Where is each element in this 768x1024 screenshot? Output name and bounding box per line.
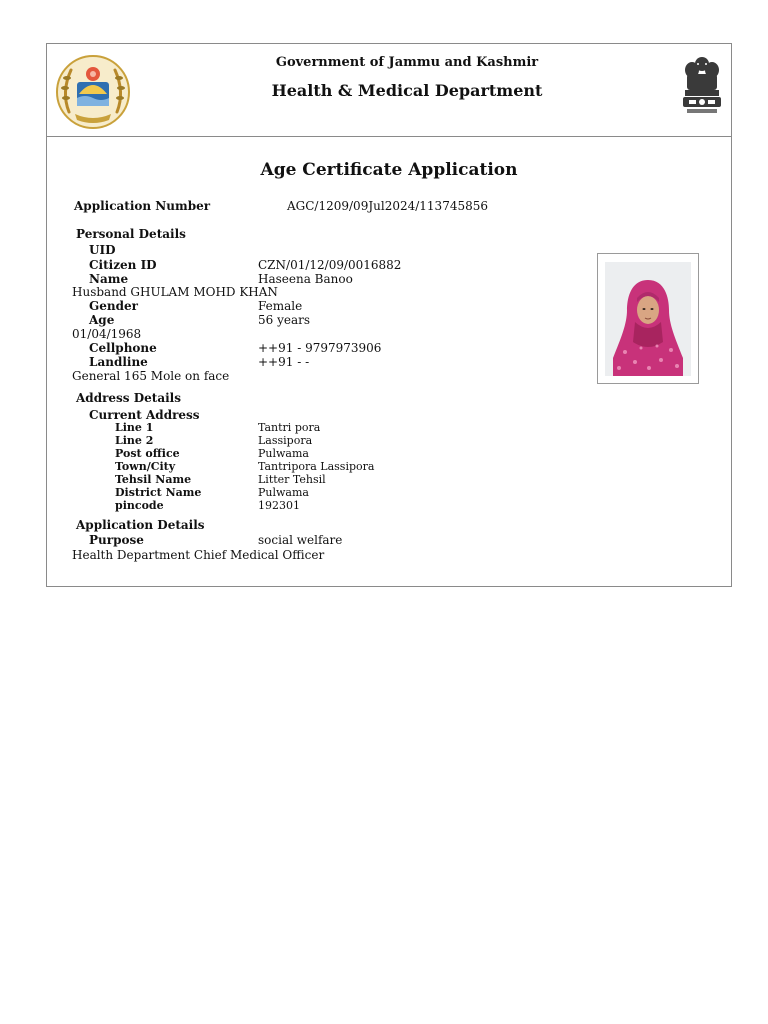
purpose-value: social welfare xyxy=(258,533,343,547)
address-details-heading: Address Details xyxy=(76,391,181,405)
landline-label: Landline xyxy=(89,355,148,369)
district-value: Pulwama xyxy=(258,486,309,499)
personal-details-heading: Personal Details xyxy=(76,227,186,241)
citizen-id-value: CZN/01/12/09/0016882 xyxy=(258,258,402,272)
applicant-photo-frame xyxy=(597,253,699,384)
application-details-heading: Application Details xyxy=(76,518,205,532)
applicant-photo xyxy=(605,262,691,376)
husband-line: Husband GHULAM MOHD KHAN xyxy=(72,285,278,299)
age-label: Age xyxy=(89,313,115,327)
address-line2-value: Lassipora xyxy=(258,434,313,447)
district-label: District Name xyxy=(115,486,202,499)
pincode-value: 192301 xyxy=(258,499,300,512)
application-number-value: AGC/1209/09Jul2024/113745856 xyxy=(287,199,488,213)
application-number-label: Application Number xyxy=(74,199,211,213)
address-line1-label: Line 1 xyxy=(115,421,154,434)
name-label: Name xyxy=(89,272,129,286)
issuing-office-line: Health Department Chief Medical Officer xyxy=(72,548,325,562)
purpose-label: Purpose xyxy=(89,533,144,547)
date-of-birth: 01/04/1968 xyxy=(72,327,142,341)
post-office-label: Post office xyxy=(115,447,180,460)
government-header xyxy=(47,55,731,101)
cellphone-label: Cellphone xyxy=(89,341,157,355)
current-address-subheading: Current Address xyxy=(89,408,200,422)
ashoka-emblem-icon xyxy=(681,54,723,116)
address-line2-label: Line 2 xyxy=(115,434,154,447)
certificate-frame xyxy=(46,43,732,587)
gender-value: Female xyxy=(258,299,303,313)
applicant-portrait-icon xyxy=(605,262,691,376)
post-office-value: Pulwama xyxy=(258,447,309,460)
gender-label: Gender xyxy=(89,299,138,313)
name-value: Haseena Banoo xyxy=(258,272,353,286)
document-title: Age Certificate Application xyxy=(260,160,518,180)
town-city-value: Tantripora Lassipora xyxy=(258,460,375,473)
header-divider xyxy=(47,136,731,137)
cellphone-value: ++91 - 9797973906 xyxy=(258,341,382,355)
identification-mark: General 165 Mole on face xyxy=(72,369,230,383)
uid-label: UID xyxy=(89,243,116,257)
tehsil-label: Tehsil Name xyxy=(115,473,192,486)
department-name: Health & Medical Department xyxy=(271,81,543,100)
age-value: 56 years xyxy=(258,313,311,327)
pincode-label: pincode xyxy=(115,499,164,512)
landline-value: ++91 - - xyxy=(258,355,310,369)
government-name: Government of Jammu and Kashmir xyxy=(275,55,539,70)
tehsil-value: Litter Tehsil xyxy=(258,473,326,486)
town-city-label: Town/City xyxy=(115,460,176,473)
address-line1-value: Tantri pora xyxy=(258,421,321,434)
citizen-id-label: Citizen ID xyxy=(89,258,157,272)
